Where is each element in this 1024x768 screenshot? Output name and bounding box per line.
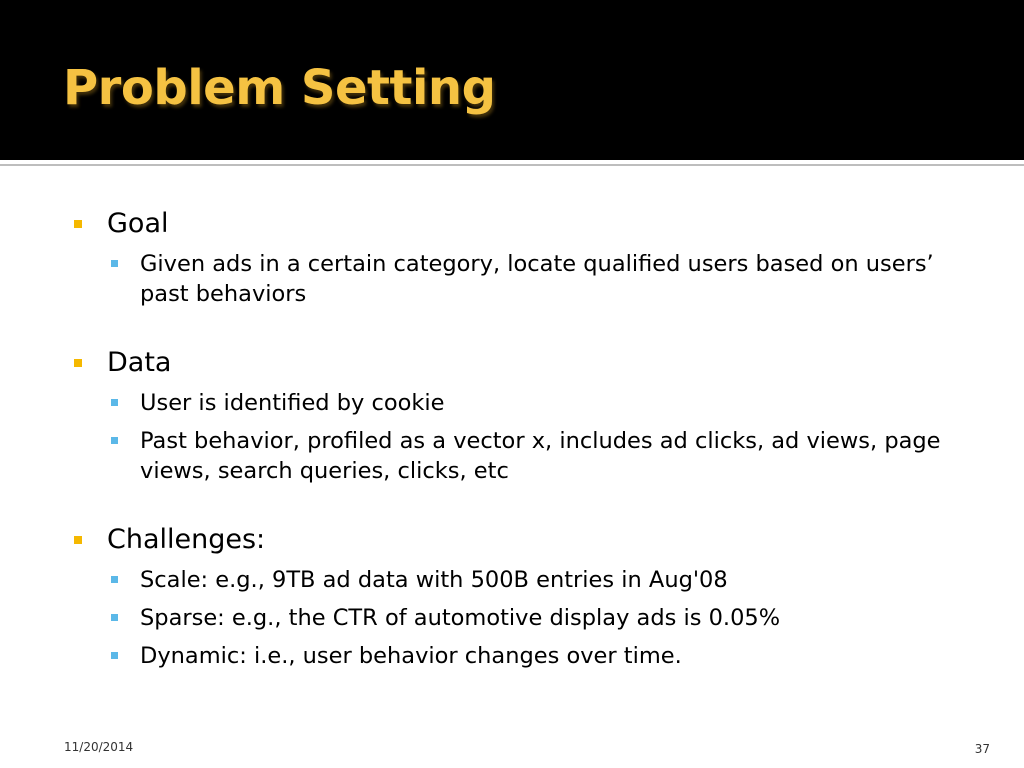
sub-bullet-text: Dynamic: i.e., user behavior changes over time. (140, 643, 682, 669)
sub-bullet-text: User is identified by cookie (140, 390, 445, 416)
square-bullet-icon (111, 614, 118, 621)
page-number: 37 (974, 742, 990, 756)
footer-date: 11/20/2014 (64, 740, 134, 754)
sub-bullet-text: Given ads in a certain category, locate qualified users based on users’ past behaviors (140, 251, 934, 307)
square-bullet-icon (74, 359, 82, 367)
sub-bullet-text: Sparse: e.g., the CTR of automotive display ads is 0.05% (140, 605, 781, 631)
square-bullet-icon (111, 437, 118, 444)
square-bullet-icon (74, 536, 82, 544)
square-bullet-icon (111, 399, 118, 406)
section-heading: Challenges: (107, 524, 266, 555)
sub-bullet-text: Scale: e.g., 9TB ad data with 500B entries in Aug'08 (140, 567, 728, 593)
section-heading: Data (107, 347, 172, 378)
square-bullet-icon (74, 220, 82, 228)
square-bullet-icon (111, 652, 118, 659)
section-heading: Goal (107, 208, 169, 239)
square-bullet-icon (111, 576, 118, 583)
slide-title: Problem Setting (63, 60, 496, 116)
sub-bullet-text: Past behavior, profiled as a vector x, includes ad clicks, ad views, page views, search queries, clicks, etc (140, 428, 941, 484)
square-bullet-icon (111, 260, 118, 267)
